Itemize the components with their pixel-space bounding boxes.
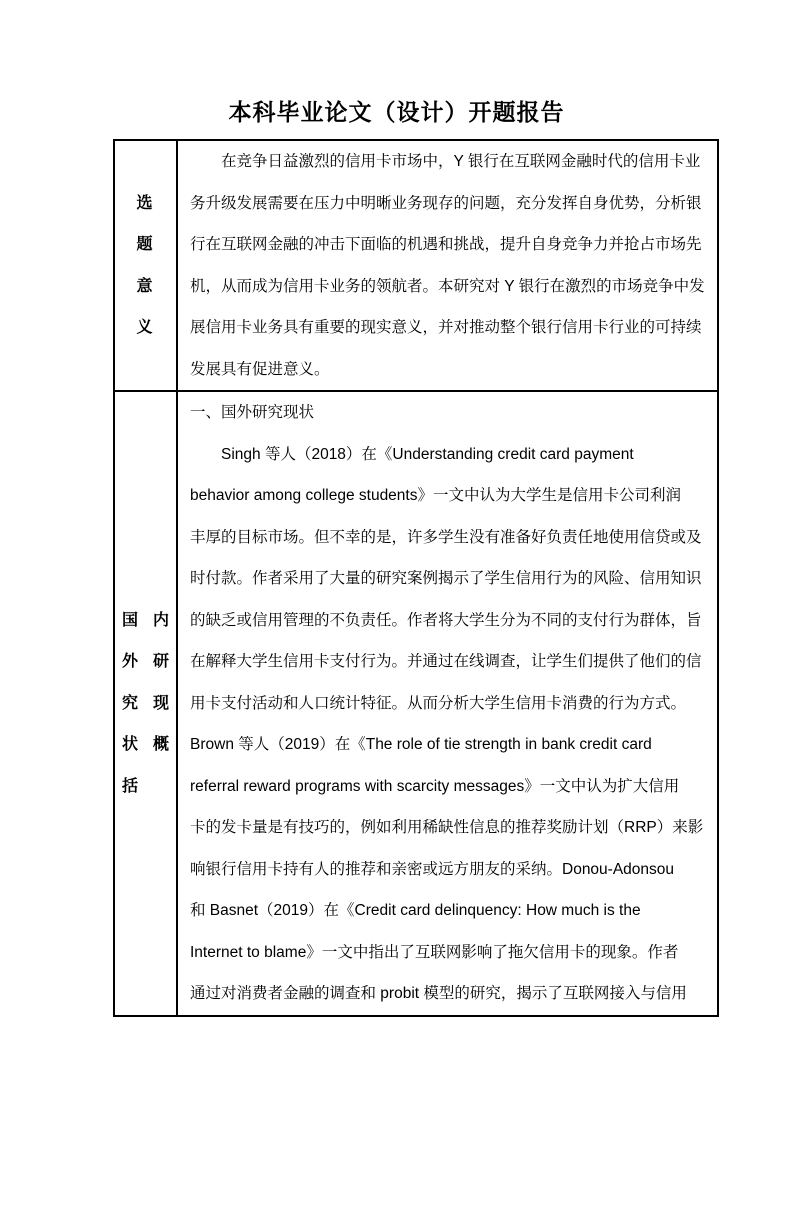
topic-significance-label-cell bbox=[115, 141, 178, 390]
proposal-table bbox=[113, 139, 719, 1017]
research-status-row bbox=[115, 390, 717, 1015]
text-line: Internet to blame》一文中指出了互联网影响了拖欠信用卡的现象。作者 bbox=[190, 943, 679, 961]
topic-significance-paragraph bbox=[190, 141, 713, 390]
text-line: 和 Basnet（2019）在《Credit card delinquency: How much is the bbox=[190, 902, 641, 919]
text-line: 的缺乏或信用管理的不负责任。作者将大学生分为不同的支付行为群体，旨 bbox=[190, 611, 702, 629]
text-line: 展信用卡业务具有重要的现实意义，并对推动整个银行信用卡行业的可持续 bbox=[190, 319, 702, 336]
research-status-label: 国内外研究现状概括 bbox=[122, 611, 169, 795]
text-line: behavior among college students》一文中认为大学生是信用卡公司利润 bbox=[190, 487, 681, 504]
text-line: 机，从而成为信用卡业务的领航者。本研究对 Y 银行在激烈的市场竞争中发 bbox=[190, 277, 705, 295]
text-line: 行在互联网金融的冲击下面临的机遇和挑战，提升自身竞争力并抢占市场先 bbox=[190, 236, 702, 253]
page-background bbox=[0, 97, 793, 1219]
research-status-paragraph bbox=[190, 392, 713, 1015]
text-line: 发展具有促进意义。 bbox=[190, 360, 330, 378]
text-line: 丰厚的目标市场。但不幸的是，许多学生没有准备好负责任地使用信贷或及 bbox=[190, 528, 702, 546]
text-line: 时付款。作者采用了大量的研究案例揭示了学生信用行为的风险、信用知识 bbox=[190, 570, 702, 587]
text-line: 在解释大学生信用卡支付行为。并通过在线调查，让学生们提供了他们的信 bbox=[190, 653, 702, 670]
text-line: Brown 等人（2019）在《The role of tie strength in bank credit card bbox=[190, 736, 652, 753]
text-line: 一、国外研究现状 bbox=[190, 404, 315, 421]
report-title: 本科毕业论文（设计）开题报告 bbox=[228, 99, 565, 125]
topic-significance-content-cell bbox=[178, 141, 717, 390]
text-line: 响银行信用卡持有人的推荐和亲密或远方朋友的采纳。Donou-Adonsou bbox=[190, 860, 675, 878]
topic-significance-row bbox=[115, 141, 717, 390]
text-line: referral reward programs with scarcity messages》一文中认为扩大信用 bbox=[190, 777, 680, 795]
research-status-label-cell bbox=[115, 392, 178, 1015]
text-line: 用卡支付活动和人口统计特征。从而分析大学生信用卡消费的行为方式。 bbox=[190, 694, 687, 712]
text-line: 务升级发展需要在压力中明晰业务现存的问题，充分发挥自身优势，分析银 bbox=[190, 194, 702, 212]
text-line: 通过对消费者金融的调查和 probit 模型的研究，揭示了互联网接入与信用 bbox=[190, 985, 687, 1002]
topic-significance-label: 选题意义 bbox=[136, 194, 153, 336]
document-page bbox=[0, 97, 793, 1017]
text-line: 在竞争日益激烈的信用卡市场中，Y 银行在互联网金融时代的信用卡业 bbox=[190, 153, 701, 170]
text-line: Singh 等人（2018）在《Understanding credit card payment bbox=[190, 445, 634, 463]
text-line: 卡的发卡量是有技巧的，例如利用稀缺性信息的推荐奖励计划（RRP）来影 bbox=[190, 819, 704, 836]
research-status-content-cell bbox=[178, 392, 717, 1015]
